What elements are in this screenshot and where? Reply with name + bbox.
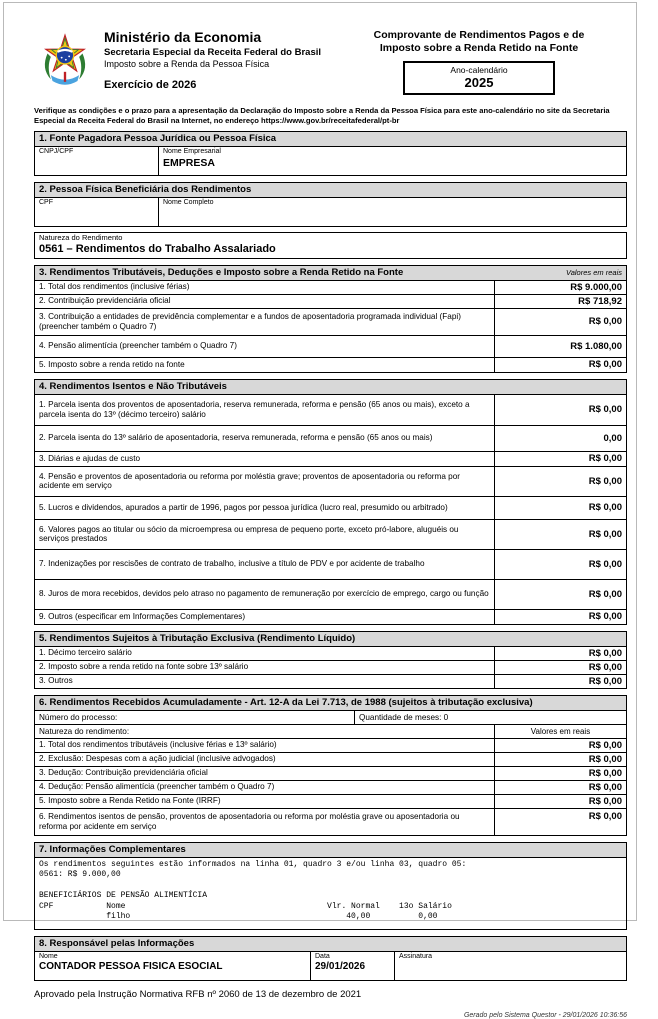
calendar-year-box: [403, 61, 555, 95]
table-row: [35, 609, 626, 624]
section-5-tributacao-exclusiva: [34, 631, 627, 689]
row-label: 9. Outros (especificar em Informações Complementares): [39, 611, 246, 621]
row-value: R$ 0,00: [494, 358, 626, 372]
row-label: 4. Pensão e proventos de aposentadoria ou reforma por moléstia grave; proventos de aposentadoria ou reforma por acidente em serviço: [39, 471, 461, 490]
section-2-header: [35, 183, 626, 197]
section-2-beneficiario: [34, 182, 627, 227]
payer-cnpj-cell: [35, 147, 158, 175]
responsible-date-cell: [310, 952, 394, 980]
section-3-rendimentos-tributaveis: [34, 265, 627, 373]
row-label: 2. Contribuição previdenciária oficial: [39, 296, 171, 306]
table-row: [35, 752, 626, 766]
table-row: [35, 335, 626, 357]
table-row: [35, 738, 626, 752]
income-nature-value: 0561 – Rendimentos do Trabalho Assalariado: [39, 242, 276, 255]
row-value: R$ 0,00: [494, 781, 626, 794]
exercise-year: Exercício de 2026: [104, 79, 197, 91]
row-label: 6. Valores pagos ao titular ou sócio da microempresa ou empresa de pequeno porte, exceto pró-labore, aluguéis ou serviços prestados: [39, 524, 459, 543]
responsible-name-value: CONTADOR PESSOA FISICA ESOCIAL: [39, 961, 223, 972]
info-line: BENEFICIÁRIOS DE PENSÃO ALIMENTÍCIA: [39, 891, 208, 900]
header-left: [34, 29, 331, 96]
row-value: R$ 0,00: [494, 550, 626, 579]
section-7-informacoes-complementares: [34, 842, 627, 930]
table-row: [35, 451, 626, 466]
table-row: [35, 808, 626, 835]
section-7-title: 7. Informações Complementares: [39, 843, 186, 855]
row-label: 1. Total dos rendimentos (inclusive férias): [39, 282, 190, 292]
row-value: R$ 9.000,00: [494, 281, 626, 294]
table-row: [35, 766, 626, 780]
table-row: [35, 780, 626, 794]
section-7-header: [35, 843, 626, 857]
table-row: [35, 466, 626, 496]
row-label: 8. Juros de mora recebidos, devidos pelo atraso no pagamento de remuneração por exercício de emprego, cargo ou função: [39, 589, 489, 599]
row-label: 3. Outros: [39, 676, 73, 686]
row-value: R$ 0,00: [494, 675, 626, 688]
beneficiary-cpf-value: [39, 208, 154, 220]
table-row: [35, 519, 626, 549]
process-number-label: Número do processo:: [35, 711, 355, 724]
section-4-title: 4. Rendimentos Isentos e Não Tributáveis: [39, 380, 227, 392]
table-row: [35, 280, 626, 294]
beneficiary-cpf-cell: [35, 198, 158, 226]
table-row: [35, 496, 626, 519]
row-label: 2. Parcela isenta do 13º salário de aposentadoria, reserva remunerada, reforma e pensão (65 anos ou mais): [39, 433, 433, 443]
section-3-values-note: Valores em reais: [566, 267, 622, 277]
document-title-line2: Imposto sobre a Renda Retido na Fonte: [379, 42, 579, 54]
section-6-values-note: Valores em reais: [494, 725, 626, 738]
beneficiary-name-cell: [158, 198, 626, 226]
row-value: R$ 0,00: [494, 497, 626, 519]
row-value: R$ 0,00: [494, 767, 626, 780]
beneficiary-cpf-label: CPF: [39, 199, 53, 206]
section-1-fonte-pagadora: [34, 131, 627, 176]
table-row: [35, 660, 626, 674]
payer-name-cell: [158, 147, 626, 175]
table-row: [35, 794, 626, 808]
row-value: R$ 0,00: [494, 753, 626, 766]
info-line: [39, 881, 622, 892]
row-value: R$ 0,00: [494, 520, 626, 549]
process-row: [35, 710, 626, 724]
row-value: R$ 0,00: [494, 309, 626, 335]
row-label: 3. Dedução: Contribuição previdenciária oficial: [39, 768, 208, 778]
row-value: R$ 0,00: [494, 467, 626, 496]
row-label: 6. Rendimentos isentos de pensão, proventos de aposentadoria ou reforma por moléstia grave ou aposentadoria ou reforma por acidente em serviço: [39, 812, 460, 831]
section-4-rendimentos-isentos: [34, 379, 627, 625]
row-label: 7. Indenizações por rescisões de contrato de trabalho, inclusive a título de PDV e por acidente de trabalho: [39, 559, 425, 569]
row-label: 1. Décimo terceiro salário: [39, 648, 132, 658]
row-label: 1. Total dos rendimentos tributáveis (inclusive férias e 13º salário): [39, 740, 277, 750]
section-2-title: 2. Pessoa Física Beneficiária dos Rendimentos: [39, 184, 252, 195]
signature-value: [399, 961, 622, 973]
income-nature-label: Natureza do Rendimento: [39, 233, 123, 242]
info-line: Os rendimentos seguintes estão informados na linha 01, quadro 3 e/ou linha 03, quadro 05:: [39, 859, 467, 869]
section-3-title: 3. Rendimentos Tributáveis, Deduções e Imposto sobre a Renda Retido na Fonte: [39, 266, 404, 278]
brazil-coat-of-arms-icon: [40, 31, 90, 96]
row-value: R$ 0,00: [494, 809, 626, 835]
section-6-rendimentos-acumulados: [34, 695, 627, 836]
secretariat-line: Secretaria Especial da Receita Federal do Brasil: [104, 47, 322, 58]
payer-name-label: Nome Empresarial: [163, 148, 221, 155]
table-row: [35, 308, 626, 335]
row-value: R$ 0,00: [494, 647, 626, 660]
complementary-info-block: [35, 857, 626, 929]
row-value: R$ 1.080,00: [494, 336, 626, 357]
row-value: R$ 0,00: [494, 452, 626, 466]
months-count-label: Quantidade de meses: 0: [359, 712, 449, 722]
table-row: [35, 579, 626, 609]
responsible-name-label: Nome: [39, 952, 58, 960]
section-1-title: 1. Fonte Pagadora Pessoa Jurídica ou Pessoa Física: [39, 133, 277, 144]
document-title-line1: Comprovante de Rendimentos Pagos e de: [373, 29, 585, 41]
table-row: [35, 674, 626, 688]
row-label: 2. Imposto sobre a renda retido na fonte sobre 13º salário: [39, 662, 249, 672]
section-8-responsavel: [34, 936, 627, 981]
row-label: 5. Imposto sobre a Renda Retido na Fonte (IRRF): [39, 796, 221, 806]
info-line: CPF Nome Vlr. Normal 13o Salário: [39, 901, 452, 911]
row-value: 0,00: [494, 426, 626, 451]
beneficiary-fields-row: [35, 197, 626, 226]
section-4-header: [35, 380, 626, 394]
payer-fields-row: [35, 146, 626, 175]
info-line: 0561: R$ 9.000,00: [39, 870, 121, 879]
row-value: R$ 718,92: [494, 295, 626, 308]
row-value: R$ 0,00: [494, 739, 626, 752]
header-right: [331, 29, 627, 96]
row-value: R$ 0,00: [494, 661, 626, 674]
section-6-title: 6. Rendimentos Recebidos Acumuladamente - Art. 12-A da Lei 7.713, de 1988 (sujeitos à tributação exclusiva): [39, 696, 533, 708]
beneficiary-name-value: [163, 208, 622, 220]
row-value: R$ 0,00: [494, 795, 626, 808]
row-value: R$ 0,00: [494, 395, 626, 425]
row-label: 5. Lucros e dividendos, apurados a partir de 1996, pagos por pessoa jurídica (lucro real, presumido ou arbitrado): [39, 502, 448, 512]
table-row: [35, 646, 626, 660]
pdf-sheet: [3, 2, 637, 1019]
section-5-title: 5. Rendimentos Sujeitos à Tributação Exclusiva (Rendimento Líquido): [39, 632, 356, 644]
row-label: 4. Pensão alimentícia (preencher também o Quadro 7): [39, 341, 237, 351]
table-row: [35, 425, 626, 451]
row-label: 3. Contribuição a entidades de previdência complementar e a fundos de aposentadoria programada individual (Fapi) (preencher também o Quadro 7): [39, 312, 461, 331]
filing-notice: Verifique as condições e o prazo para a apresentação da Declaração do Imposto sobre a Renda da Pessoa Física para este ano-calendário no site da Secretaria Especial da Receita Federal do Brasil na Internet, no endereço https://www.gov.br/receitafederal/pt-br: [34, 106, 610, 125]
section-1-header: [35, 132, 626, 146]
section-6-header: [35, 696, 626, 710]
income-nature-box: [34, 232, 627, 259]
beneficiary-name-label: Nome Completo: [163, 199, 214, 206]
table-row: [35, 294, 626, 308]
tax-line: Imposto sobre a Renda da Pessoa Física: [104, 59, 270, 69]
generated-by-note: Gerado pelo Sistema Questor - 29/01/2026 10:36:56: [463, 1011, 627, 1019]
section-3-header: [35, 266, 626, 280]
payer-cnpj-label: CNPJ/CPF: [39, 148, 74, 155]
ministry-block: [104, 29, 321, 96]
signature-cell: [394, 952, 626, 980]
income-nature-cell: [35, 233, 626, 258]
responsible-date-label: Data: [315, 952, 330, 960]
row-label: 3. Diárias e ajudas de custo: [39, 453, 141, 463]
table-row: [35, 357, 626, 372]
row-label: 2. Exclusão: Despesas com a ação judicial (inclusive advogados): [39, 754, 276, 764]
responsible-name-cell: [35, 952, 310, 980]
row-label: 5. Imposto sobre a renda retido na fonte: [39, 359, 185, 369]
document-header: [34, 29, 627, 96]
ministry-title: Ministério da Economia: [104, 29, 262, 45]
section-5-header: [35, 632, 626, 646]
income-nature-label: Natureza do rendimento:: [39, 726, 130, 736]
section-8-header: [35, 937, 626, 951]
info-line: filho 40,00 0,00: [39, 912, 438, 921]
approval-note: Aprovado pela Instrução Normativa RFB nº 2060 de 13 de dezembro de 2021: [34, 988, 362, 1000]
signature-label: Assinatura: [399, 952, 433, 960]
table-row: [35, 549, 626, 579]
row-value: R$ 0,00: [494, 580, 626, 609]
row-label: 1. Parcela isenta dos proventos de aposentadoria, reserva remunerada, reforma e pensão (65 anos ou mais), exceto a parcela isenta do 13º (décimo terceiro) salário: [39, 400, 470, 419]
responsible-fields-row: [35, 951, 626, 980]
row-label: 4. Dedução: Pensão alimentícia (preencher também o Quadro 7): [39, 782, 275, 792]
payer-cnpj-value: [39, 157, 154, 169]
calendar-year-value: 2025: [464, 75, 494, 90]
table-row: [35, 394, 626, 425]
payer-name-value: EMPRESA: [163, 156, 215, 169]
responsible-date-value: 29/01/2026: [315, 961, 366, 972]
section-8-title: 8. Responsável pelas Informações: [39, 937, 195, 949]
row-value: R$ 0,00: [494, 610, 626, 624]
nature-row: [35, 724, 626, 738]
calendar-year-label: Ano-calendário: [450, 65, 508, 75]
